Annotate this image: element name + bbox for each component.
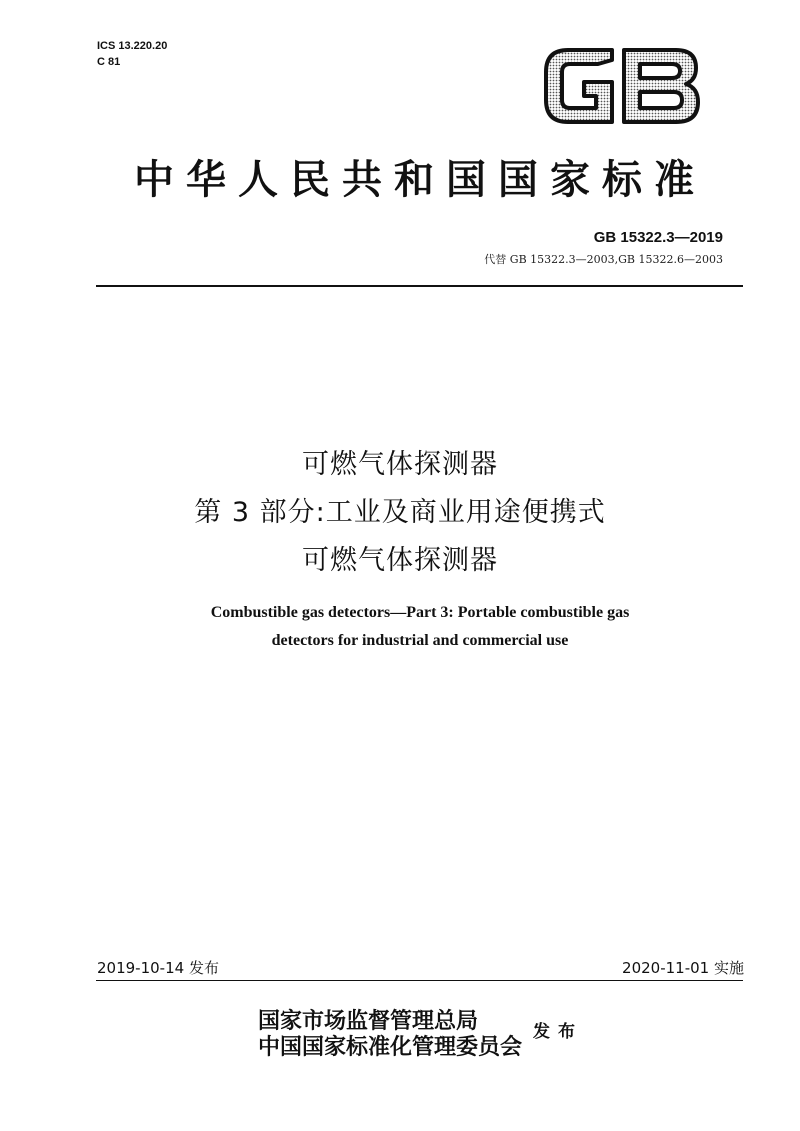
title-en-line-1: Combustible gas detectors—Part 3: Portable combustible gas: [210, 604, 630, 621]
title-cn-line-1: 可燃气体探测器: [302, 449, 498, 480]
issuer-samr: 国家市场监督管理总局: [258, 1008, 479, 1034]
footer-divider: [96, 980, 743, 981]
header-divider: [96, 285, 743, 287]
issuer-sac: 中国国家标准化管理委员会: [258, 1034, 523, 1060]
national-standard-title: 中华人民共和国国家标准: [134, 156, 706, 203]
title-cn-line-2: 第 3 部分:工业及商业用途便携式: [194, 497, 606, 528]
title-cn-line-3: 可燃气体探测器: [302, 545, 498, 576]
ics-code: ICS 13.220.20: [97, 40, 168, 52]
issue-date: 2019-10-14 发布: [97, 959, 219, 977]
ccs-code: C 81: [97, 56, 121, 68]
standard-number: GB 15322.3—2019: [593, 229, 723, 246]
gb-logo-icon: [540, 46, 700, 126]
title-en-line-2: detectors for industrial and commercial use: [271, 632, 569, 649]
issue-label: 发布: [533, 1022, 583, 1042]
implementation-date: 2020-11-01 实施: [622, 959, 744, 977]
replaces-note: 代替 GB 15322.3—2003,GB 15322.6—2003: [484, 253, 723, 266]
classification-codes: [97, 38, 167, 70]
